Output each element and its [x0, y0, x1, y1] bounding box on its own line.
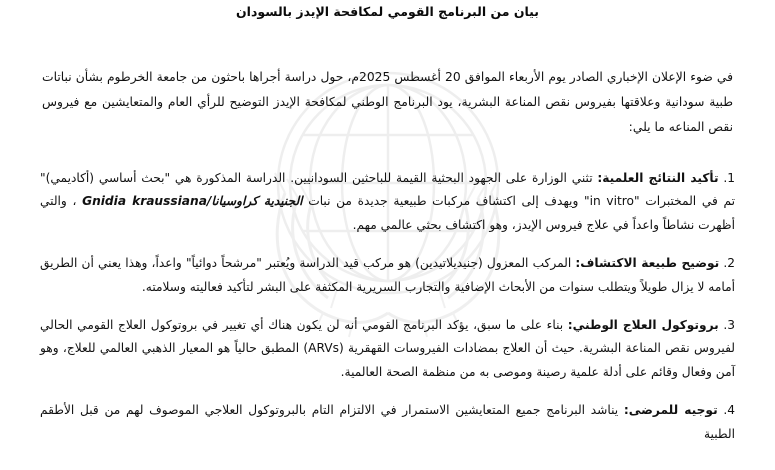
page-title: بيان من البرنامج القومي لمكافحة الإيدز بالسودان [236, 4, 539, 19]
list-item [40, 399, 735, 447]
document-content [0, 4, 775, 446]
list-item-lead: تأكيد النتائج العلمية: [597, 170, 719, 185]
list-item-text-after: ، والتي أظهرت نشاطاً واعداً في علاج فيروس الإيدز، وهو اكتشاف بحثي عالمي مهم. [40, 194, 735, 233]
list-item-plant-name: الجنيدية كراوسيانا/Gnidia kraussiana [82, 194, 303, 209]
list-item-lead: بروتوكول العلاج الوطني: [567, 317, 719, 332]
list-item [40, 167, 735, 238]
list-item-text: بناء على ما سبق، يؤكد البرنامج القومي أنه لن يكون هناك أي تغيير في بروتوكول العلاج القومي الحالي لفيروس نقص المناعة البشرية. حيث أن العلاج بمضادات الفيروسات القهقرية (ARVs) المطبق حالياً هو المعيار الذهبي العالمي للعلاج، وهو آمن وفعال وقائم على أدلة علمية رصينة وموصى به من منظمة الصحة العالمية. [40, 317, 735, 380]
list-item-lead: توجيه للمرضى: [623, 402, 718, 417]
list-item-number: 1. [723, 170, 735, 185]
list-item-lead: توضيح طبيعة الاكتشاف: [575, 255, 720, 270]
list-item [40, 314, 735, 385]
list-item-number: 4. [723, 402, 736, 417]
intro-paragraph: في ضوء الإعلان الإخباري الصادر يوم الأربعاء الموافق 20 أغسطس 2025م، حول دراسة أجراها باحثون من جامعة الخرطوم بشأن نباتات طبية سودانية وعلاقتها بفيروس نقص المناعة البشرية، يود البرنامج الوطني لمكافحة الإيدز التوضيح للرأي العام والمتعايشين مع فيروس نقص المناعه ما يلي: [42, 70, 733, 135]
list-item-number: 2. [723, 255, 735, 270]
statement-list [30, 167, 745, 447]
list-item-number: 3. [723, 317, 736, 332]
list-item-text-before: تثني الوزارة على الجهود البحثية القيمة للباحثين السودانيين. الدراسة المذكورة هي "بحث أساسي (أكاديمي)" تم في المختبرات "in vitro" ويهدف إلى اكتشاف مركبات طبيعية جديدة من نبات [40, 170, 735, 209]
list-item [40, 252, 735, 300]
list-item-text: المركب المعزول (جنيديلاتيدين) هو مركب قيد الدراسة ويُعتبر "مرشحاً دوائياً" واعداً، وهذا يعني أن الطريق أمامه لا يزال طويلاً ويتطلب سنوات من الأبحاث الإضافية والتجارب السريرية المكثفة على البشر لتأكيد فعاليته وسلامته. [40, 255, 735, 294]
list-item-text: يناشد البرنامج جميع المتعايشين الاستمرار في الالتزام التام بالبروتوكول العلاجي الموصوف لهم من قبل الأطقم الطبية [40, 402, 735, 441]
